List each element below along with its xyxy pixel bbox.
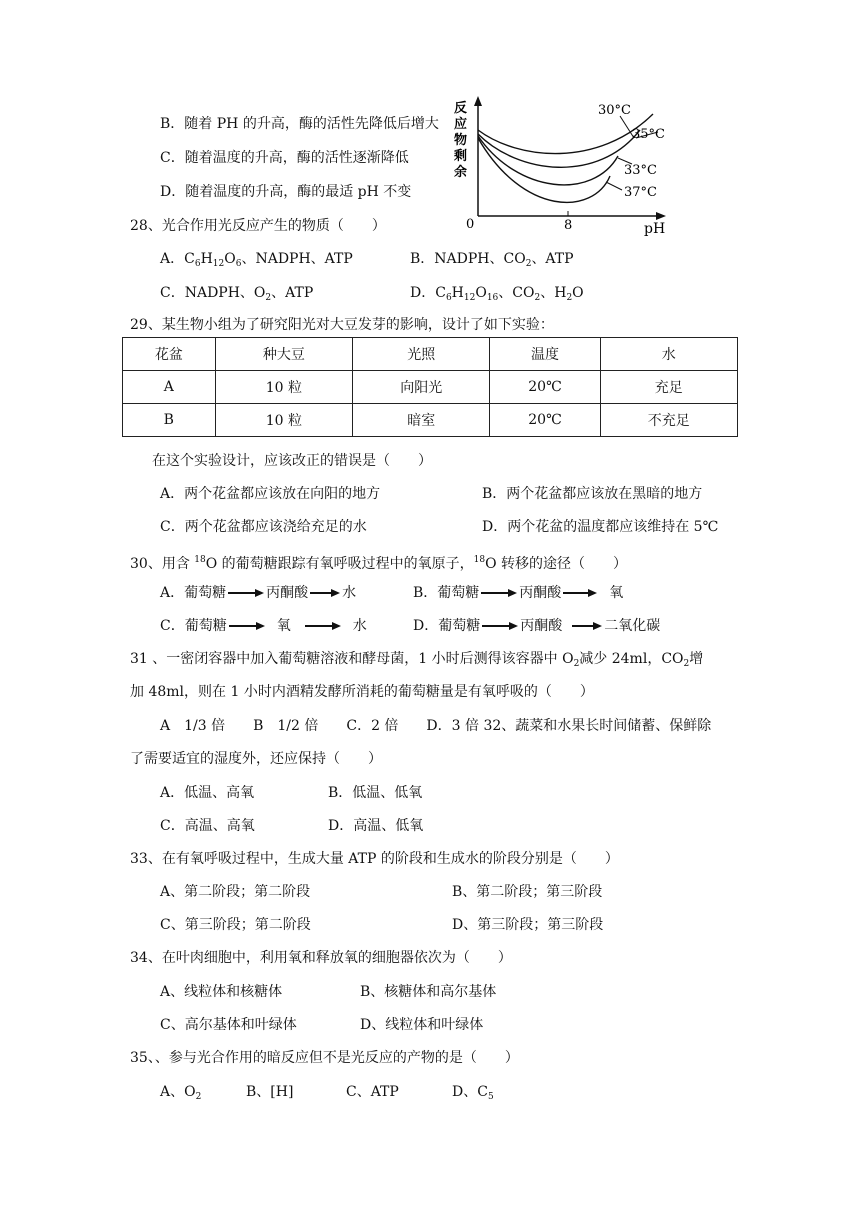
q27-option-b: B．随着 PH 的升高，酶的活性先降低后增大 <box>160 116 439 132</box>
origin-label: 0 <box>466 217 475 232</box>
q30-option-b: B．葡萄糖 丙酮酸 氧 <box>413 585 624 601</box>
q28-stem: 28、光合作用光反应产生的物质（ ） <box>130 218 386 234</box>
y-axis-arrow <box>474 96 482 106</box>
q33-option-b: B、第二阶段；第三阶段 <box>452 884 603 900</box>
q30-option-c: C．葡萄糖 氧 水 <box>160 618 367 634</box>
table-header-cell: 水 <box>600 338 737 371</box>
table-header-cell: 花盆 <box>123 338 216 371</box>
table-cell: 20℃ <box>490 371 600 404</box>
q29-option-d: D．两个花盆的温度都应该维持在 5℃ <box>482 519 719 535</box>
arrow-icon <box>229 621 265 631</box>
enzyme-ph-graph <box>448 92 672 238</box>
q28-option-a: A．$C_6H_{12}O_6$、NADPH、ATP <box>160 251 353 269</box>
q31-line-1: 31 、一密闭容器中加入葡萄糖溶液和酵母菌，1 小时后测得该容器中 $O_2$减少 24ml，$CO_2$增 <box>130 651 704 669</box>
label-37c: 37°C <box>624 185 657 200</box>
q27-option-d: D．随着温度的升高，酶的最适 pH 不变 <box>160 184 412 200</box>
q29-option-b: B．两个花盆都应该放在黑暗的地方 <box>482 486 703 502</box>
table-row <box>123 371 738 404</box>
table-header-cell: 种大豆 <box>215 338 352 371</box>
experiment-table <box>122 337 738 437</box>
q33-stem: 33、在有氧呼吸过程中，生成大量 ATP 的阶段和生成水的阶段分别是（ ） <box>130 851 619 867</box>
table-header-cell: 光照 <box>353 338 490 371</box>
table-cell: 不充足 <box>600 404 737 437</box>
table-header-row <box>123 338 738 371</box>
q34-stem: 34、在叶肉细胞中，利用氧和释放氧的细胞器依次为（ ） <box>130 950 512 966</box>
table-cell: 向阳光 <box>353 371 490 404</box>
q32-stem-cont: 了需要适宜的湿度外，还应保持（ ） <box>130 751 382 767</box>
q35-option-b: B、[H] <box>246 1084 294 1100</box>
q34-option-c: C、高尔基体和叶绿体 <box>160 1017 297 1033</box>
q35-option-c: C、ATP <box>346 1084 399 1100</box>
q32-option-d: D．高温、低氧 <box>328 818 424 834</box>
y-label-char: 余 <box>454 165 468 180</box>
table-cell: 充足 <box>600 371 737 404</box>
y-axis-label <box>454 100 467 180</box>
q28-option-d: D．$C_6H_{12}O_{16}$、$CO_2$、$H_2O$ <box>410 285 584 303</box>
q31-line-2: 加 48ml，则在 1 小时内酒精发酵所消耗的葡萄糖量是有氧呼吸的（ ） <box>130 684 594 700</box>
q35-option-a: A、$O_2$ <box>160 1084 202 1102</box>
q29-question: 在这个实验设计，应该改正的错误是（ ） <box>152 453 432 469</box>
table-cell: B <box>123 404 216 437</box>
table-row <box>123 404 738 437</box>
q30-option-d: D．葡萄糖 丙酮酸 二氧化碳 <box>413 618 661 634</box>
table-cell: 10 粒 <box>215 371 352 404</box>
q32-option-b: B．低温、低氧 <box>328 785 423 801</box>
x-tick-label: 8 <box>564 218 573 233</box>
q31-options-and-q32-stem: A 1/3 倍 B 1/2 倍 C．2 倍 D．3 倍 32、蔬菜和水果长时间储蓄、保鲜除 <box>160 718 712 734</box>
arrow-icon <box>563 588 597 598</box>
arrow-icon <box>482 621 518 631</box>
arrow-icon <box>310 588 340 598</box>
table-cell: 20℃ <box>490 404 600 437</box>
q34-option-d: D、线粒体和叶绿体 <box>360 1017 484 1033</box>
y-label-char: 物 <box>454 133 468 148</box>
q27-option-c: C．随着温度的升高，酶的活性逐渐降低 <box>160 150 409 166</box>
q30-option-a: A．葡萄糖 丙酮酸 水 <box>160 585 357 601</box>
q29-stem: 29、某生物小组为了研究阳光对大豆发芽的影响，设计了如下实验： <box>130 317 554 333</box>
curve-37c <box>478 138 610 202</box>
label-30c: 30°C <box>598 103 631 118</box>
table-header-cell: 温度 <box>490 338 600 371</box>
leader-37c <box>606 182 622 190</box>
table-cell: 暗室 <box>353 404 490 437</box>
x-axis-arrow <box>656 212 666 220</box>
label-35c: 35°C <box>632 127 665 142</box>
q34-option-a: A、线粒体和核糖体 <box>160 984 283 1000</box>
x-axis-label: pH <box>644 221 666 237</box>
label-33c: 33°C <box>624 163 657 178</box>
q32-option-a: A．低温、高氧 <box>160 785 255 801</box>
arrow-icon <box>305 621 341 631</box>
q28-option-b: B．NADPH、$CO_2$、ATP <box>410 251 574 269</box>
q32-option-c: C．高温、高氧 <box>160 818 255 834</box>
q29-option-a: A．两个花盆都应该放在向阳的地方 <box>160 486 381 502</box>
curve-33c <box>478 136 618 185</box>
q35-option-d: D、$C_5$ <box>452 1084 494 1102</box>
arrow-icon <box>228 588 264 598</box>
arrow-icon <box>481 588 517 598</box>
y-label-char: 反 <box>454 101 468 116</box>
y-label-char: 应 <box>454 117 468 132</box>
table-cell: 10 粒 <box>215 404 352 437</box>
q28-option-c: C．NADPH、$O_2$、ATP <box>160 285 314 303</box>
q33-option-c: C、第三阶段；第二阶段 <box>160 917 311 933</box>
q29-option-c: C．两个花盆都应该浇给充足的水 <box>160 519 367 535</box>
q35-stem: 35、、参与光合作用的暗反应但不是光反应的产物的是（ ） <box>130 1050 519 1066</box>
q30-stem: 30、用含 $^{18}$O 的葡萄糖跟踪有氧呼吸过程中的氧原子，$^{18}$O 转移的途径（ ） <box>130 555 628 572</box>
q33-option-d: D、第三阶段；第三阶段 <box>452 917 604 933</box>
table-cell: A <box>123 371 216 404</box>
curve-30c <box>478 114 653 154</box>
y-label-char: 剩 <box>454 149 468 164</box>
arrow-icon <box>572 621 602 631</box>
q33-option-a: A、第二阶段；第二阶段 <box>160 884 311 900</box>
q34-option-b: B、核糖体和高尔基体 <box>360 984 497 1000</box>
